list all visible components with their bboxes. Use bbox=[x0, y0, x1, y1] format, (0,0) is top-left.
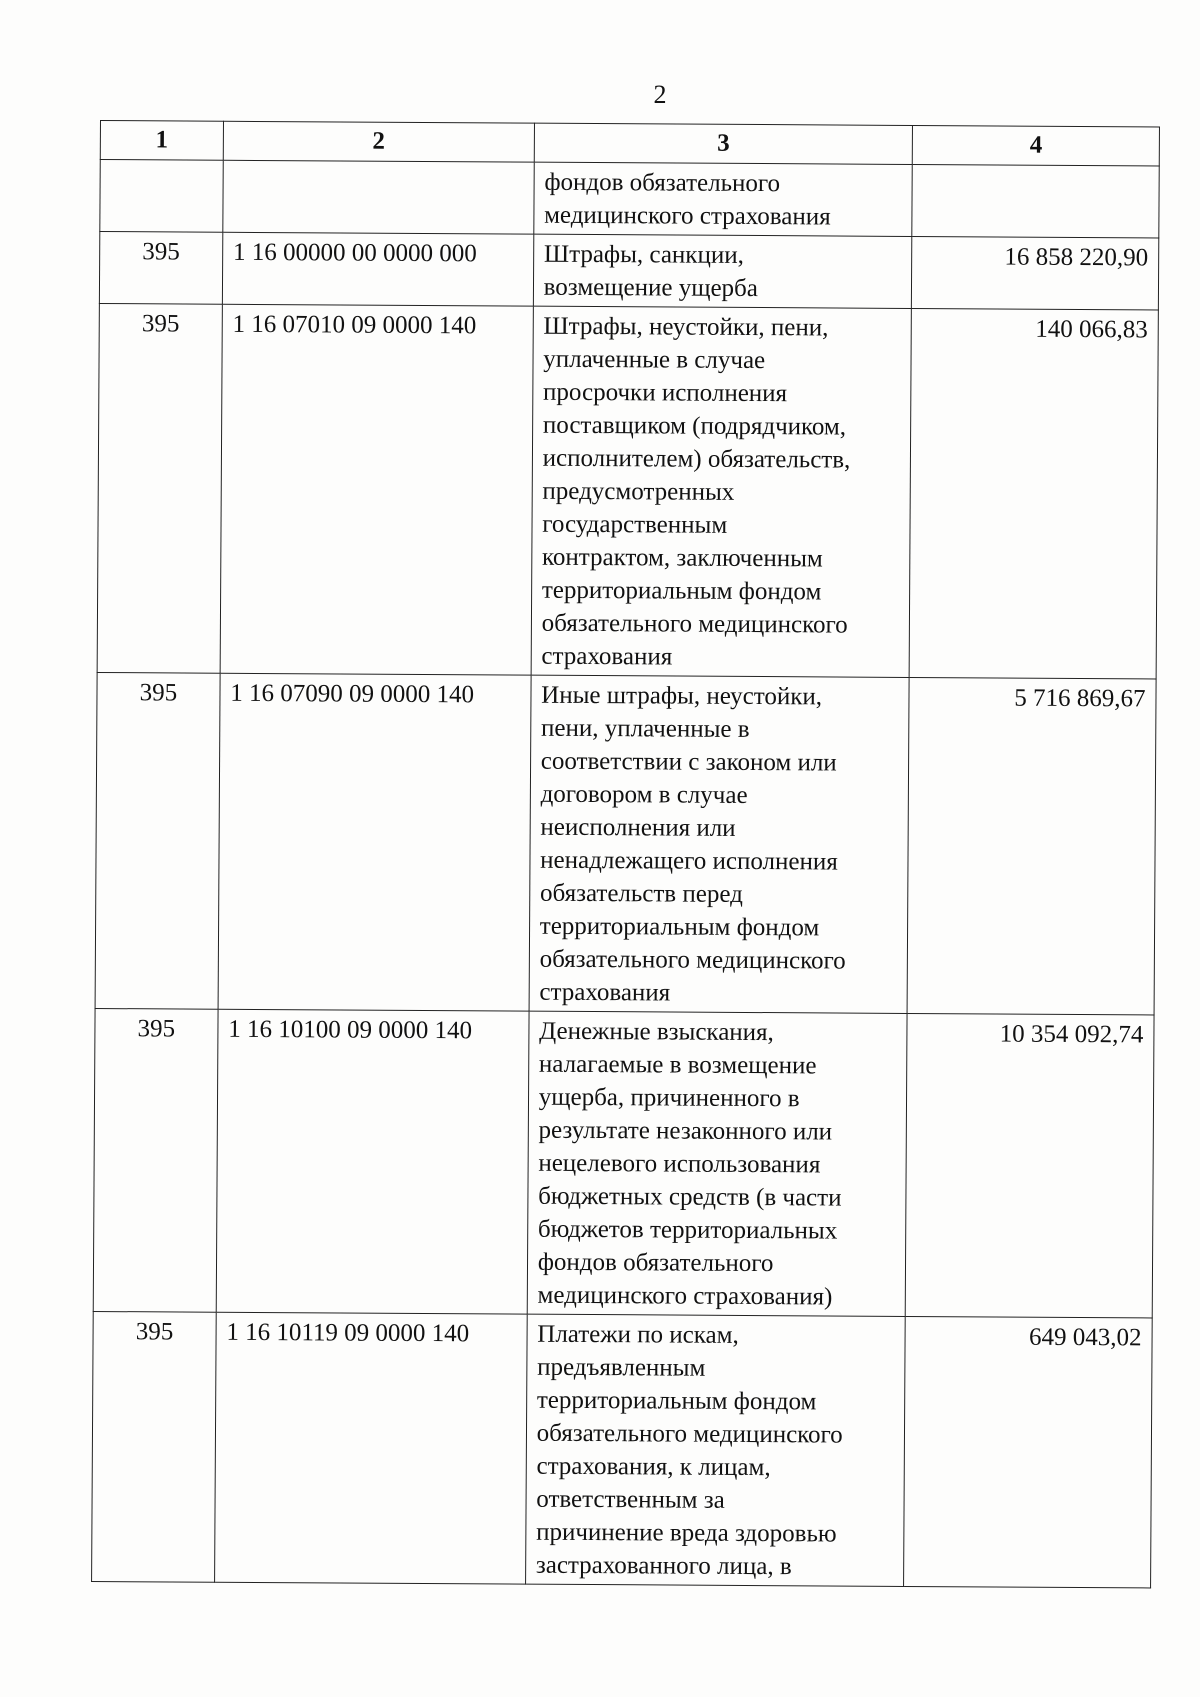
description-line: медицинского страхования bbox=[544, 201, 831, 231]
description-line: страхования bbox=[541, 642, 673, 671]
description-line: бюджетных средств (в части bbox=[538, 1182, 842, 1212]
description-line: налагаемые в возмещение bbox=[538, 1050, 817, 1080]
amount-cell bbox=[912, 164, 1159, 238]
column-header-1: 1 bbox=[100, 121, 223, 161]
description-line: результате незаконного или bbox=[538, 1116, 833, 1146]
description-line: обязательного медицинского bbox=[539, 945, 846, 975]
description-line: предъявленным bbox=[537, 1353, 706, 1382]
amount-cell: 10 354 092,74 bbox=[905, 1013, 1154, 1318]
description-line: страхования, к лицам, bbox=[536, 1452, 771, 1482]
amount-cell: 5 716 869,67 bbox=[907, 677, 1156, 1015]
table-row bbox=[93, 1008, 1154, 1317]
description-line: территориальным фондом bbox=[539, 912, 820, 942]
table-row bbox=[97, 303, 1158, 678]
description-line: Денежные взыскания, bbox=[539, 1017, 774, 1047]
description-line: уплаченные в случае bbox=[543, 345, 766, 375]
table-header-row bbox=[100, 121, 1159, 166]
description-line: неисполнения или bbox=[540, 813, 736, 842]
description-line: пени, уплаченные в bbox=[540, 714, 750, 743]
code-admin-cell bbox=[100, 160, 223, 233]
code-admin-cell: 395 bbox=[93, 1008, 218, 1312]
description-line: фондов обязательного bbox=[537, 1248, 774, 1278]
description-line: территориальным фондом bbox=[541, 576, 822, 606]
budget-classification-code-cell: 1 16 10100 09 0000 140 bbox=[216, 1009, 529, 1314]
description-line: ущерба, причиненного в bbox=[538, 1083, 800, 1113]
budget-classification-code-cell: 1 16 00000 00 0000 000 bbox=[222, 232, 533, 306]
description-line: исполнителем) обязательств, bbox=[542, 444, 851, 474]
description-line: поставщиком (подрядчиком, bbox=[542, 411, 847, 441]
code-admin-cell: 395 bbox=[92, 1311, 216, 1582]
budget-table bbox=[91, 120, 1160, 1588]
description-cell bbox=[525, 1314, 905, 1586]
column-header-3: 3 bbox=[534, 123, 913, 164]
description-cell bbox=[531, 306, 912, 677]
table-row bbox=[92, 1311, 1153, 1587]
description-line: медицинского страхования) bbox=[537, 1281, 833, 1311]
code-admin-cell: 395 bbox=[97, 303, 222, 673]
description-line: предусмотренных bbox=[542, 477, 735, 506]
code-admin-cell: 395 bbox=[99, 232, 222, 305]
description-line: обязательного медицинского bbox=[541, 609, 848, 639]
budget-classification-code-cell bbox=[223, 160, 534, 234]
description-line: договором в случае bbox=[540, 780, 748, 809]
description-line: возмещение ущерба bbox=[543, 273, 758, 303]
description-line: государственным bbox=[542, 510, 728, 539]
amount-cell: 649 043,02 bbox=[904, 1316, 1152, 1588]
budget-classification-code-cell: 1 16 07010 09 0000 140 bbox=[220, 304, 533, 675]
amount-cell: 16 858 220,90 bbox=[912, 236, 1159, 310]
description-line: бюджетов территориальных bbox=[537, 1215, 838, 1245]
table-row bbox=[100, 160, 1159, 238]
description-line: застрахованного лица, в bbox=[535, 1551, 792, 1581]
description-line: обязательств перед bbox=[539, 879, 743, 908]
description-line: Платежи по искам, bbox=[537, 1320, 739, 1349]
column-header-4: 4 bbox=[913, 125, 1160, 166]
description-line: соответствии с законом или bbox=[540, 747, 837, 777]
column-header-2: 2 bbox=[223, 121, 534, 162]
description-cell bbox=[533, 234, 912, 308]
description-line: фондов обязательного bbox=[544, 168, 781, 198]
description-line: Иные штрафы, неустойки, bbox=[541, 681, 823, 711]
code-admin-cell: 395 bbox=[95, 672, 220, 1009]
description-line: ненадлежащего исполнения bbox=[540, 846, 838, 876]
description-line: контрактом, заключенным bbox=[541, 543, 823, 573]
description-cell bbox=[527, 1011, 907, 1316]
description-line: страхования bbox=[539, 978, 671, 1007]
table-body bbox=[92, 160, 1160, 1588]
description-line: причинение вреда здоровью bbox=[536, 1518, 837, 1548]
description-line: обязательного медицинского bbox=[536, 1419, 843, 1449]
table-row bbox=[95, 672, 1156, 1014]
description-line: просрочки исполнения bbox=[542, 378, 788, 408]
description-line: нецелевого использования bbox=[538, 1149, 821, 1179]
budget-classification-code-cell: 1 16 10119 09 0000 140 bbox=[214, 1312, 527, 1584]
budget-classification-code-cell: 1 16 07090 09 0000 140 bbox=[218, 673, 531, 1011]
page-number: 2 bbox=[653, 80, 667, 109]
description-cell bbox=[529, 675, 910, 1013]
table-row bbox=[99, 232, 1158, 310]
description-line: ответственным за bbox=[536, 1485, 725, 1514]
description-line: Штрафы, санкции, bbox=[543, 240, 744, 269]
description-cell bbox=[534, 162, 913, 236]
description-line: Штрафы, неустойки, пени, bbox=[543, 312, 829, 342]
description-line: территориальным фондом bbox=[536, 1386, 817, 1416]
amount-cell: 140 066,83 bbox=[909, 308, 1158, 679]
